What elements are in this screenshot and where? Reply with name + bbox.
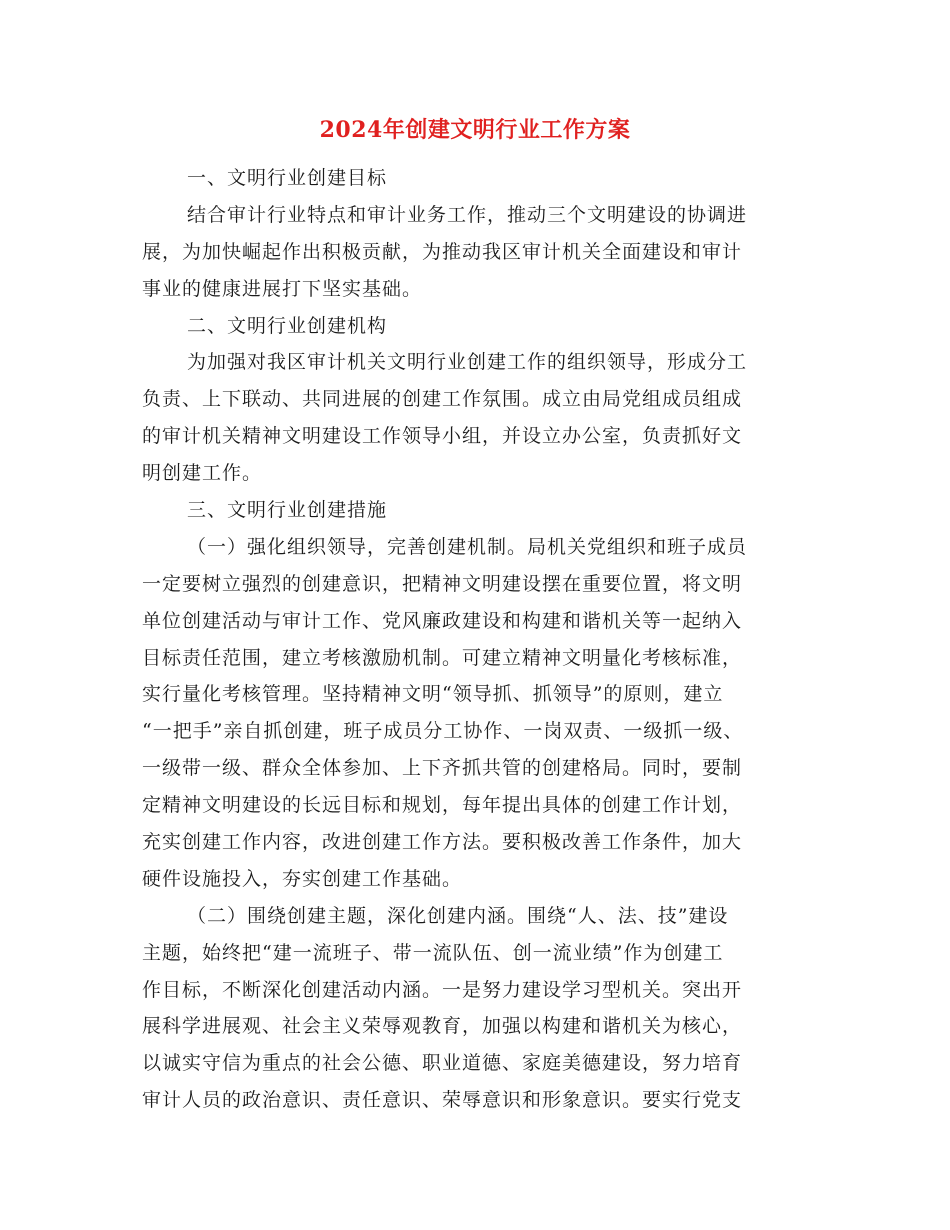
text-line: （一）强化组织领导，完善创建机制。局机关党组织和班子成员 xyxy=(187,535,748,558)
text-line: 硬件设施投入，夯实创建工作基础。 xyxy=(142,867,463,890)
text-line: 结合审计行业特点和审计业务工作，推动三个文明建设的协调进 xyxy=(187,203,748,226)
text-line: 充实创建工作内容，改进创建工作方法。要积极改善工作条件，加大 xyxy=(142,831,743,854)
text-line: 负责、上下联动、共同进展的创建工作氛围。成立由局党组成员组成 xyxy=(142,388,743,411)
text-line: 定精神文明建设的长远目标和规划，每年提出具体的创建工作计划， xyxy=(142,794,743,817)
text-line: 三、文明行业创建措施 xyxy=(187,499,388,522)
text-line: 一级带一级、群众全体参加、上下齐抓共管的创建格局。同时，要制 xyxy=(142,757,743,780)
text-line: 事业的健康进展打下坚实基础。 xyxy=(142,277,423,300)
text-line: 一、文明行业创建目标 xyxy=(187,167,388,189)
text-line: 单位创建活动与审计工作、党风廉政建设和构建和谐机关等一起纳入 xyxy=(142,609,743,632)
text-line: 主题，始终把“建一流班子、带一流队伍、创一流业绩”作为创建工 xyxy=(142,941,724,964)
document-body xyxy=(142,160,802,1119)
text-line: 实行量化考核管理。坚持精神文明“领导抓、抓领导”的原则，建立 xyxy=(142,683,724,706)
text-line: （二）围绕创建主题，深化创建内涵。围绕“人、法、技”建设 xyxy=(187,904,729,927)
text-line: 目标责任范围，建立考核激励机制。可建立精神文明量化考核标准， xyxy=(142,646,743,669)
text-line: 二、文明行业创建机构 xyxy=(187,314,388,337)
document-title: 2024年创建文明行业工作方案 xyxy=(319,117,631,143)
text-line: 为加强对我区审计机关文明行业创建工作的组织领导，形成分工 xyxy=(187,351,748,374)
text-line: 明创建工作。 xyxy=(142,462,263,485)
text-line: 一定要树立强烈的创建意识，把精神文明建设摆在重要位置，将文明 xyxy=(142,572,743,595)
text-line: 审计人员的政治意识、责任意识、荣辱意识和形象意识。要实行党支 xyxy=(142,1089,743,1112)
text-line: 展，为加快崛起作出积极贡献，为推动我区审计机关全面建设和审计 xyxy=(142,240,743,263)
text-line: 以诚实守信为重点的社会公德、职业道德、家庭美德建设，努力培育 xyxy=(142,1052,743,1075)
text-line: 的审计机关精神文明建设工作领导小组，并设立办公室，负责抓好文 xyxy=(142,425,743,448)
text-line: 作目标，不断深化创建活动内涵。一是努力建设学习型机关。突出开 xyxy=(142,978,743,1001)
text-line: “一把手”亲自抓创建，班子成员分工协作、一岗双责、一级抓一级、 xyxy=(142,720,744,743)
text-line: 展科学进展观、社会主义荣辱观教育，加强以构建和谐机关为核心， xyxy=(142,1015,743,1038)
